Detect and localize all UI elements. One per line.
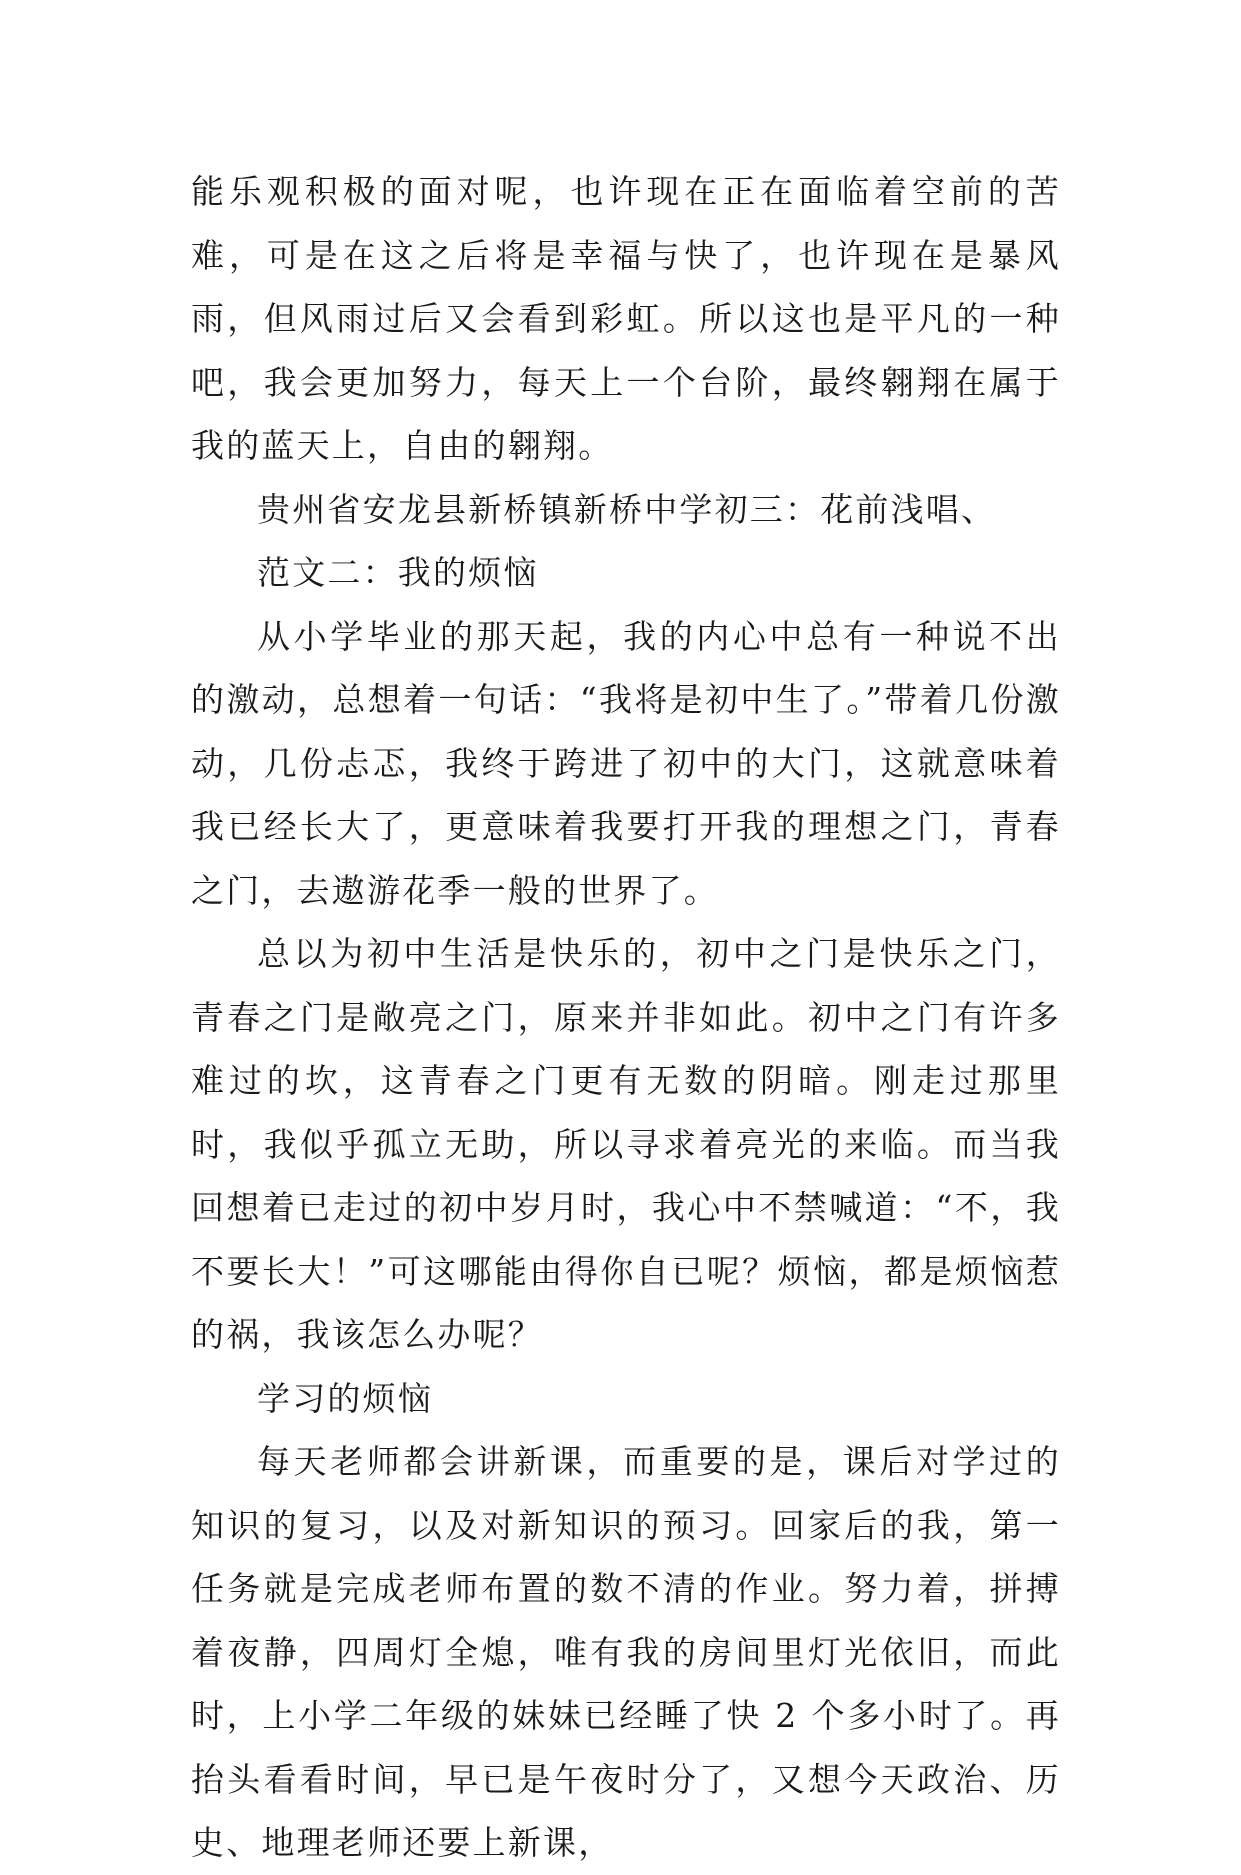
- paragraph-author-line: 贵州省安龙县新桥镇新桥中学初三：花前浅唱、: [257, 489, 997, 529]
- paragraph-body: 总以为初中生活是快乐的，初中之门是快乐之门，青春之门是敞亮之门，原来并非如此。初中之门有许多难过的坎，这青春之门更有无数的阴暗。刚走过那里时，我似乎孤立无助，所以寻求着亮光的来临。而当我回想着已走过的初中岁月时，我心中不禁喊道：“不，我不要长大！”可这哪能由得你自已呢？烦恼，都是烦恼惹的祸，我该怎么办呢？: [191, 934, 1061, 1354]
- paragraph-body: 从小学毕业的那天起，我的内心中总有一种说不出的激动，总想着一句话：“我将是初中生了。”带着几份激动，几份忐忑，我终于跨进了初中的大门，这就意味着我已经长大了，更意味着我要打开我的理想之门，青春之门，去遨游花季一般的世界了。: [191, 616, 1061, 910]
- paragraph-body: 每天老师都会讲新课，而重要的是，课后对学过的知识的复习，以及对新知识的预习。回家后的我，第一任务就是完成老师布置的数不清的作业。努力着，拼搏着夜静，四周灯全熄，唯有我的房间里灯光依旧，而此时，上小学二年级的妹妹已经睡了快 2 个多小时了。再抬头看看时间，早已是午夜时分了，又想今天政治、历史、地理老师还要上新课，: [191, 1442, 1061, 1862]
- paragraph-subheading: 学习的烦恼: [257, 1378, 433, 1418]
- document-body: [191, 160, 1061, 1875]
- paragraph-continuation: 能乐观积极的面对呢，也许现在正在面临着空前的苦难，可是在这之后将是幸福与快了，也许现在是暴风雨，但风雨过后又会看到彩虹。所以这也是平凡的一种吧，我会更加努力，每天上一个台阶，最终翱翔在属于我的蓝天上，自由的翱翔。: [191, 172, 1061, 465]
- paragraph-section-title: 范文二：我的烦恼: [257, 553, 539, 592]
